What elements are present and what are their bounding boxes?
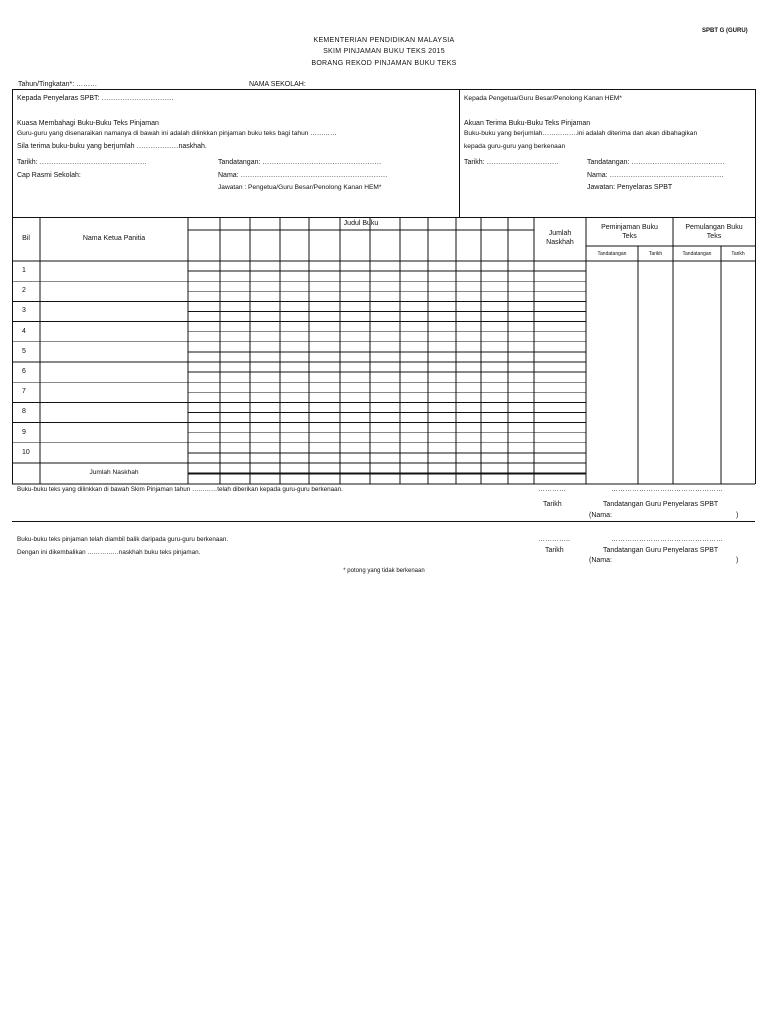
footer2-dots-tandatangan: ………………………………………… bbox=[611, 536, 723, 543]
header-ministry: KEMENTERIAN PENDIDIKAN MALAYSIA bbox=[313, 37, 455, 44]
pemulangan-tandatangan: Tandatangan bbox=[682, 251, 712, 257]
footer1-text: Buku-buku teks yang dilinkkan di bawah Skim Pinjaman tahun …………telah diberikan kepada guru-guru berkenaan. bbox=[17, 486, 343, 493]
footer2-line2: Dengan ini dikembalikan ……………naskhah buku teks pinjaman. bbox=[17, 549, 201, 556]
header-scheme: SKIM PINJAMAN BUKU TEKS 2015 bbox=[323, 48, 445, 55]
right-kepada: Kepada Pengetua/Guru Besar/Penolong Kanan HEM* bbox=[464, 95, 622, 102]
header-form-title: BORANG REKOD PINJAMAN BUKU TEKS bbox=[311, 60, 457, 67]
row-number: 10 bbox=[22, 449, 30, 456]
bil-header: Bil bbox=[22, 235, 30, 242]
jumlah-header-1: Jumlah bbox=[548, 230, 572, 237]
right-tandatangan: Tandatangan: …………………………………. bbox=[587, 159, 725, 166]
row-number: 2 bbox=[22, 287, 26, 294]
pemulangan-tarikh: Tarikh bbox=[731, 251, 745, 257]
peminjaman-tarikh: Tarikh bbox=[648, 251, 663, 257]
row-number: 3 bbox=[22, 307, 26, 314]
row-number: 8 bbox=[22, 408, 26, 415]
jumlah-header-2: Naskhah bbox=[546, 239, 574, 246]
footer2-line1: Buku-buku teks pinjaman telah diambil balik daripada guru-guru berkenaan. bbox=[17, 536, 229, 543]
left-nama: Nama: ……………………………………………………… bbox=[218, 172, 388, 179]
kuasa-text: Guru-guru yang disenaraikan namanya di bawah ini adalah dilinkkan pinjaman buku teks bagi tahun ………… bbox=[17, 130, 337, 137]
footer1-close-paren: ) bbox=[736, 512, 739, 519]
row-number: 7 bbox=[22, 388, 26, 395]
left-kepada: Kepada Penyelaras SPBT: …………………………. bbox=[17, 95, 174, 102]
pemulangan-header-1: Pemulangan Buku bbox=[685, 224, 743, 231]
left-tandatangan: Tandatangan: …………………………………………… bbox=[218, 159, 382, 166]
peminjaman-tandatangan: Tandatangan bbox=[597, 251, 627, 257]
footer1-dots-tandatangan: ………………………………………… bbox=[611, 486, 723, 493]
section-divider bbox=[12, 521, 755, 522]
footer2-tandatangan: Tandatangan Guru Penyelaras SPBT bbox=[603, 547, 719, 554]
left-tarikh: Tarikh: ………………………………………. bbox=[17, 159, 147, 166]
akuan-title: Akuan Terima Buku-Buku Teks Pinjaman bbox=[464, 120, 591, 127]
row-number: 5 bbox=[22, 348, 26, 355]
row-number: 9 bbox=[22, 429, 26, 436]
kepada-guru: kepada guru-guru yang berkenaan bbox=[464, 143, 566, 150]
footer1-dots-tarikh: ………… bbox=[538, 486, 566, 493]
footer2-nama: (Nama: bbox=[589, 557, 612, 564]
footer1-tandatangan: Tandatangan Guru Penyelaras SPBT bbox=[603, 501, 719, 508]
footer2-dots-tarikh: ………….. bbox=[538, 536, 570, 543]
peminjaman-header-2: Teks bbox=[622, 233, 637, 240]
right-nama: Nama: …………………………………………. bbox=[587, 172, 724, 179]
cap-rasmi: Cap Rasmi Sekolah: bbox=[17, 172, 81, 179]
judul-buku-header: Judul Buku bbox=[343, 220, 379, 227]
nama-ketua-header: Nama Ketua Panitia bbox=[82, 235, 146, 242]
footer1-nama: (Nama: bbox=[589, 512, 612, 519]
footnote: * potong yang tidak berkenaan bbox=[343, 568, 425, 574]
nama-sekolah-field: NAMA SEKOLAH: bbox=[249, 81, 306, 88]
left-jawatan: Jawatan : Pengetua/Guru Besar/Penolong Kanan HEM* bbox=[218, 184, 382, 191]
tahun-field: Tahun/Tingkatan*: ……… bbox=[18, 81, 98, 88]
footer2-tarikh: Tarikh bbox=[545, 547, 564, 554]
footer2-close-paren: ) bbox=[736, 557, 739, 564]
row-number: 1 bbox=[22, 267, 26, 274]
footer1-tarikh: Tarikh bbox=[543, 501, 562, 508]
row-number: 4 bbox=[22, 328, 26, 335]
pemulangan-header-2: Teks bbox=[706, 233, 722, 240]
sila-terima: Sila terima buku-buku yang berjumlah ………………naskhah. bbox=[17, 143, 207, 150]
form-code: SPBT G (GURU) bbox=[702, 28, 748, 34]
kuasa-title: Kuasa Membahagi Buku-Buku Teks Pinjaman bbox=[17, 120, 159, 127]
jumlah-naskhah-label: Jumlah Naskhah bbox=[89, 469, 139, 476]
akuan-text: Buku-buku yang berjumlah…………….ini adalah diterima dan akan dibahagikan bbox=[464, 130, 698, 137]
peminjaman-header-1: Peminjaman Buku bbox=[601, 224, 658, 231]
row-number: 6 bbox=[22, 368, 26, 375]
right-tarikh: Tarikh: …………………………. bbox=[464, 159, 559, 166]
right-jawatan: Jawatan: Penyelaras SPBT bbox=[587, 184, 673, 191]
